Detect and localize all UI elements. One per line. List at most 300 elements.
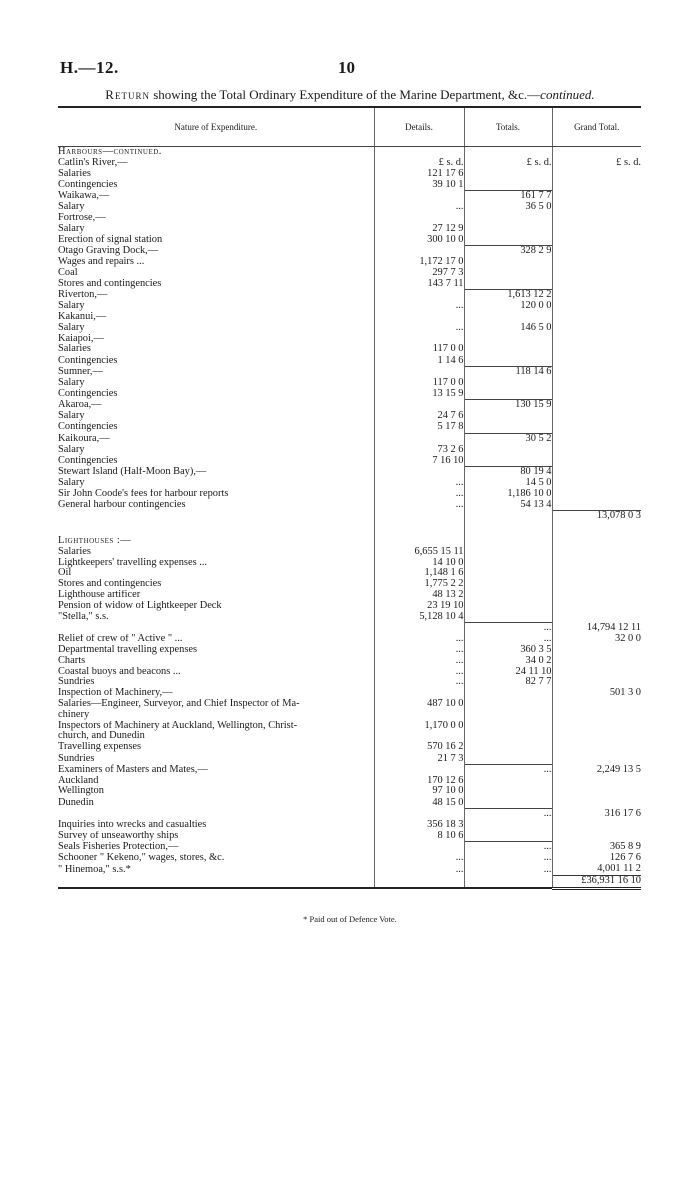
- row-label-text: " Hinemoa," s.s.*: [58, 864, 131, 875]
- table-row: [58, 334, 641, 345]
- table-row: [58, 623, 641, 634]
- title-lead: Return: [105, 87, 150, 102]
- row-label-text: Lighthouses :—: [58, 536, 132, 547]
- row-label-text: Inquiries into wrecks and casualties: [58, 819, 207, 830]
- row-label-text: Salary: [58, 477, 85, 488]
- totals-cell: [464, 688, 552, 699]
- grand-total-cell: [552, 389, 641, 400]
- table-row: [58, 853, 641, 864]
- table-row: [58, 721, 641, 732]
- totals-cell: [464, 378, 552, 389]
- grand-total-cell: [552, 202, 641, 213]
- totals-cell: [464, 710, 552, 721]
- grand-total-cell: 2,249 13 5: [552, 764, 641, 775]
- details-cell: 300 10 0: [374, 234, 464, 245]
- details-cell: ...: [374, 645, 464, 656]
- totals-cell: [464, 742, 552, 753]
- table-row: [58, 323, 641, 334]
- totals-cell: ...: [464, 764, 552, 775]
- table-row: [58, 268, 641, 279]
- row-label: [58, 710, 374, 721]
- row-label-text: Oil: [58, 568, 72, 579]
- row-label-text: Salaries: [58, 344, 91, 355]
- row-label: [58, 489, 374, 500]
- row-label-text: Charts: [58, 655, 86, 666]
- table-row: [58, 776, 641, 787]
- grand-total-cell: [552, 323, 641, 334]
- row-label: [58, 268, 374, 279]
- totals-cell: [464, 568, 552, 579]
- details-cell: 24 7 6: [374, 411, 464, 422]
- totals-cell: 14 5 0: [464, 478, 552, 489]
- grand-total-cell: [552, 400, 641, 411]
- details-cell: 487 10 0: [374, 699, 464, 710]
- table-row: [58, 511, 641, 522]
- totals-cell: 146 5 0: [464, 323, 552, 334]
- row-label-text: Lightkeepers' travelling expenses ...: [58, 557, 208, 568]
- row-label-text: Survey of unseaworthy ships: [58, 830, 179, 842]
- row-label-text: Salaries—Engineer, Surveyor, and Chief Inspector of Ma-: [58, 699, 300, 710]
- details-cell: [374, 366, 464, 377]
- row-label: [58, 721, 374, 732]
- details-cell: 39 10 1: [374, 179, 464, 190]
- grand-total-cell: [552, 667, 641, 678]
- details-cell: [374, 875, 464, 888]
- row-label: [58, 169, 374, 180]
- table-row: [58, 445, 641, 456]
- details-cell: 1,775 2 2: [374, 579, 464, 590]
- row-label-text: Salary: [58, 444, 85, 455]
- row-label-text: Salaries: [58, 546, 91, 557]
- row-label: [58, 389, 374, 400]
- row-label: [58, 547, 374, 558]
- grand-total-cell: [552, 831, 641, 842]
- table-row: [58, 601, 641, 612]
- row-label-text: Stores and contingencies: [58, 579, 162, 590]
- details-cell: 7 16 10: [374, 455, 464, 466]
- table-row: [58, 411, 641, 422]
- details-cell: [374, 290, 464, 301]
- row-label: [58, 809, 374, 820]
- row-label: [58, 191, 374, 202]
- table-row: [58, 366, 641, 377]
- grand-total-cell: [552, 656, 641, 667]
- totals-cell: [464, 601, 552, 612]
- details-cell: 13 15 9: [374, 389, 464, 400]
- table-row: [58, 731, 641, 742]
- row-label: [58, 147, 374, 158]
- row-label: [58, 467, 374, 478]
- row-label-text: Auckland: [58, 775, 99, 786]
- totals-cell: 1,186 10 0: [464, 489, 552, 500]
- row-label-text: Salary: [58, 201, 85, 212]
- row-label: [58, 875, 374, 888]
- details-cell: 8 10 6: [374, 831, 464, 842]
- row-label-text: Riverton,—: [58, 289, 108, 301]
- details-cell: 1,148 1 6: [374, 568, 464, 579]
- details-cell: [374, 710, 464, 721]
- row-label: [58, 536, 374, 547]
- totals-cell: [464, 511, 552, 522]
- row-label-text: Salaries: [58, 168, 91, 179]
- totals-cell: [464, 179, 552, 190]
- table-row: [58, 257, 641, 268]
- table-row: [58, 710, 641, 721]
- details-cell: ...: [374, 656, 464, 667]
- row-label: [58, 864, 374, 875]
- row-label-text: Salary: [58, 322, 85, 333]
- col-header-details: Details.: [374, 107, 464, 147]
- details-cell: 117 0 0: [374, 378, 464, 389]
- details-cell: [374, 731, 464, 742]
- grand-total-cell: [552, 753, 641, 764]
- totals-cell: 36 5 0: [464, 202, 552, 213]
- table-row: [58, 147, 641, 158]
- grand-total-cell: [552, 699, 641, 710]
- totals-cell: [464, 699, 552, 710]
- grand-total-cell: [552, 378, 641, 389]
- totals-cell: ...: [464, 623, 552, 634]
- grand-total-cell: [552, 601, 641, 612]
- table-row: [58, 378, 641, 389]
- grand-total-cell: [552, 500, 641, 511]
- grand-total-cell: 126 7 6: [552, 853, 641, 864]
- row-label-text: Harbours—continued.: [58, 146, 162, 157]
- row-label: [58, 820, 374, 831]
- row-label: [58, 224, 374, 235]
- grand-total-cell: [552, 786, 641, 797]
- grand-total-cell: [552, 710, 641, 721]
- row-label-text: Inspection of Machinery,—: [58, 688, 173, 699]
- totals-cell: [464, 820, 552, 831]
- totals-cell: [464, 786, 552, 797]
- grand-total-cell: [552, 279, 641, 290]
- grand-total-cell: [552, 355, 641, 366]
- row-label-text: Coal: [58, 267, 78, 278]
- row-label: [58, 323, 374, 334]
- table-row: [58, 179, 641, 190]
- footnote: * Paid out of Defence Vote.: [303, 914, 397, 924]
- table-row: [58, 422, 641, 433]
- details-cell: 297 7 3: [374, 268, 464, 279]
- details-cell: ...: [374, 677, 464, 688]
- table-row: [58, 579, 641, 590]
- page-number: 10: [338, 58, 355, 77]
- row-label-text: Stores and contingencies: [58, 278, 162, 290]
- grand-total-cell: [552, 224, 641, 235]
- table-row: [58, 753, 641, 764]
- totals-cell: [464, 257, 552, 268]
- row-label-text: Lighthouse artificer: [58, 590, 141, 601]
- grand-total-cell: [552, 455, 641, 466]
- row-label: [58, 312, 374, 323]
- grand-total-cell: [552, 257, 641, 268]
- grand-total-cell: £ s. d.: [552, 158, 641, 169]
- table-row: [58, 389, 641, 400]
- totals-cell: [464, 213, 552, 224]
- table-row: [58, 455, 641, 466]
- details-cell: 5,128 10 4: [374, 612, 464, 623]
- totals-cell: 1,613 12 2: [464, 290, 552, 301]
- row-label: [58, 831, 374, 842]
- row-label: [58, 677, 374, 688]
- row-label-text: Erection of signal station: [58, 234, 163, 245]
- row-label: [58, 355, 374, 366]
- row-label: [58, 433, 374, 444]
- grand-total-cell: [552, 147, 641, 158]
- table-row: [58, 191, 641, 202]
- grand-total-cell: [552, 677, 641, 688]
- totals-cell: [464, 169, 552, 180]
- totals-cell: [464, 721, 552, 732]
- row-label: [58, 411, 374, 422]
- totals-cell: [464, 422, 552, 433]
- row-label-text: church, and Dunedin: [58, 731, 145, 742]
- row-label: [58, 511, 374, 522]
- table-row: [58, 290, 641, 301]
- row-label: [58, 290, 374, 301]
- totals-cell: [464, 558, 552, 569]
- row-label-text: Catlin's River,—: [58, 157, 128, 168]
- table-row: [58, 677, 641, 688]
- row-label: [58, 455, 374, 466]
- row-label: [58, 158, 374, 169]
- row-label-text: Contingencies: [58, 455, 118, 466]
- grand-total-cell: [552, 478, 641, 489]
- totals-cell: 34 0 2: [464, 656, 552, 667]
- table-row: [58, 202, 641, 213]
- row-label: [58, 579, 374, 590]
- totals-cell: ...: [464, 809, 552, 820]
- row-label-text: Wages and repairs ...: [58, 256, 145, 267]
- row-label-text: Seals Fisheries Protection,—: [58, 841, 179, 853]
- table-row: [58, 500, 641, 511]
- grand-total-cell: [552, 558, 641, 569]
- details-cell: 121 17 6: [374, 169, 464, 180]
- totals-cell: [464, 579, 552, 590]
- details-cell: 1 14 6: [374, 355, 464, 366]
- table-row: [58, 234, 641, 245]
- row-label-text: Travelling expenses: [58, 742, 142, 753]
- col-header-nature: Nature of Expenditure.: [58, 107, 374, 147]
- row-label: [58, 667, 374, 678]
- table-row: [58, 645, 641, 656]
- grand-total-cell: [552, 536, 641, 547]
- totals-cell: [464, 344, 552, 355]
- row-label: [58, 344, 374, 355]
- table-row: [58, 656, 641, 667]
- details-cell: [374, 842, 464, 853]
- row-label: [58, 478, 374, 489]
- col-header-totals: Totals.: [464, 107, 552, 147]
- table-row: [58, 433, 641, 444]
- details-cell: 356 18 3: [374, 820, 464, 831]
- grand-total-cell: 501 3 0: [552, 688, 641, 699]
- title-continued: continued.: [540, 87, 595, 102]
- totals-cell: [464, 536, 552, 547]
- table-row: [58, 213, 641, 224]
- details-cell: 5 17 8: [374, 422, 464, 433]
- row-label: [58, 797, 374, 808]
- expenditure-table: [58, 106, 641, 890]
- details-cell: ...: [374, 864, 464, 875]
- details-cell: 1,172 17 0: [374, 257, 464, 268]
- details-cell: [374, 433, 464, 444]
- totals-cell: [464, 279, 552, 290]
- table-row: [58, 875, 641, 888]
- details-cell: ...: [374, 478, 464, 489]
- totals-cell: [464, 590, 552, 601]
- details-cell: 570 16 2: [374, 742, 464, 753]
- grand-total-cell: [552, 547, 641, 558]
- row-label: [58, 623, 374, 634]
- table-row: [58, 489, 641, 500]
- grand-total-cell: [552, 776, 641, 787]
- table-row: [58, 558, 641, 569]
- grand-total-cell: [552, 433, 641, 444]
- row-label-text: Kaikoura,—: [58, 433, 110, 444]
- row-label-text: Otago Graving Dock,—: [58, 245, 159, 257]
- row-label-text: Coastal buoys and beacons ...: [58, 666, 181, 677]
- totals-cell: [464, 234, 552, 245]
- details-cell: 73 2 6: [374, 445, 464, 456]
- details-cell: ...: [374, 301, 464, 312]
- details-cell: ...: [374, 489, 464, 500]
- totals-cell: ...: [464, 853, 552, 864]
- row-label: [58, 699, 374, 710]
- totals-cell: [464, 312, 552, 323]
- row-label: [58, 742, 374, 753]
- row-label: [58, 601, 374, 612]
- row-label: [58, 234, 374, 245]
- details-cell: ...: [374, 323, 464, 334]
- totals-cell: 30 5 2: [464, 433, 552, 444]
- grand-total-cell: [552, 731, 641, 742]
- table-row: [58, 224, 641, 235]
- grand-total-cell: 4,001 11 2: [552, 864, 641, 875]
- row-label-text: Waikawa,—: [58, 190, 110, 202]
- grand-total-cell: [552, 312, 641, 323]
- totals-cell: [464, 334, 552, 345]
- row-label-text: Salary: [58, 377, 85, 388]
- table-row: [58, 842, 641, 853]
- grand-total-cell: [552, 645, 641, 656]
- row-label-text: Contingencies: [58, 355, 118, 366]
- table-row: [58, 312, 641, 323]
- details-cell: [374, 809, 464, 820]
- grand-total-cell: [552, 797, 641, 808]
- totals-cell: 80 19 4: [464, 467, 552, 478]
- grand-total-cell: [552, 301, 641, 312]
- totals-cell: [464, 224, 552, 235]
- totals-cell: [464, 753, 552, 764]
- row-label: [58, 179, 374, 190]
- totals-cell: ...: [464, 634, 552, 645]
- title-rest: showing the Total Ordinary Expenditure of the Marine Department, &c.—: [149, 87, 541, 102]
- details-cell: [374, 147, 464, 158]
- row-label-text: Sumner,—: [58, 366, 103, 377]
- details-cell: 6,655 15 11: [374, 547, 464, 558]
- table-row: [58, 158, 641, 169]
- grand-total-cell: [552, 467, 641, 478]
- row-label-text: Contingencies: [58, 388, 118, 400]
- table-row: [58, 764, 641, 775]
- details-cell: 1,170 0 0: [374, 721, 464, 732]
- grand-total-cell: [552, 820, 641, 831]
- row-label: [58, 500, 374, 511]
- table-row: [58, 820, 641, 831]
- details-cell: [374, 312, 464, 323]
- details-cell: [374, 334, 464, 345]
- details-cell: ...: [374, 202, 464, 213]
- grand-total-cell: [552, 612, 641, 623]
- row-label-text: Fortrose,—: [58, 212, 106, 223]
- row-label-text: Dunedin: [58, 797, 94, 808]
- totals-cell: [464, 612, 552, 623]
- table-row: [58, 301, 641, 312]
- table-row: [58, 688, 641, 699]
- row-label-text: Salary: [58, 411, 85, 422]
- row-label: [58, 786, 374, 797]
- totals-cell: 130 15 9: [464, 400, 552, 411]
- grand-total-cell: [552, 213, 641, 224]
- grand-total-cell: [552, 344, 641, 355]
- totals-cell: 118 14 6: [464, 366, 552, 377]
- grand-total-cell: £36,931 16 10: [552, 875, 641, 888]
- totals-cell: [464, 411, 552, 422]
- table-row: [58, 590, 641, 601]
- row-label: [58, 334, 374, 345]
- row-label: [58, 731, 374, 742]
- row-label-text: Sir John Coode's fees for harbour reports: [58, 488, 229, 499]
- totals-cell: ...: [464, 864, 552, 875]
- totals-cell: [464, 831, 552, 842]
- row-label: [58, 842, 374, 853]
- table-row: [58, 279, 641, 290]
- row-label: [58, 558, 374, 569]
- table-row: [58, 797, 641, 808]
- details-cell: ...: [374, 667, 464, 678]
- table-row: [58, 355, 641, 366]
- totals-cell: [464, 445, 552, 456]
- details-cell: [374, 511, 464, 522]
- row-label: [58, 656, 374, 667]
- row-label: [58, 213, 374, 224]
- grand-total-cell: [552, 234, 641, 245]
- row-label-text: Contingencies: [58, 179, 118, 190]
- page-code: H.—12.: [60, 58, 119, 77]
- grand-total-cell: [552, 445, 641, 456]
- table-row: [58, 667, 641, 678]
- table-row: [58, 522, 641, 536]
- table-row: [58, 612, 641, 623]
- table-row: [58, 536, 641, 547]
- row-label: [58, 522, 374, 536]
- details-cell: [374, 764, 464, 775]
- row-label-text: Sundries: [58, 753, 95, 764]
- grand-total-cell: [552, 422, 641, 433]
- grand-total-cell: [552, 191, 641, 202]
- totals-cell: ...: [464, 842, 552, 853]
- table-row: [58, 699, 641, 710]
- details-cell: 14 10 0: [374, 558, 464, 569]
- grand-total-cell: [552, 721, 641, 732]
- totals-cell: [464, 547, 552, 558]
- row-label: [58, 645, 374, 656]
- grand-total-cell: [552, 246, 641, 257]
- grand-total-cell: [552, 366, 641, 377]
- grand-total-cell: [552, 742, 641, 753]
